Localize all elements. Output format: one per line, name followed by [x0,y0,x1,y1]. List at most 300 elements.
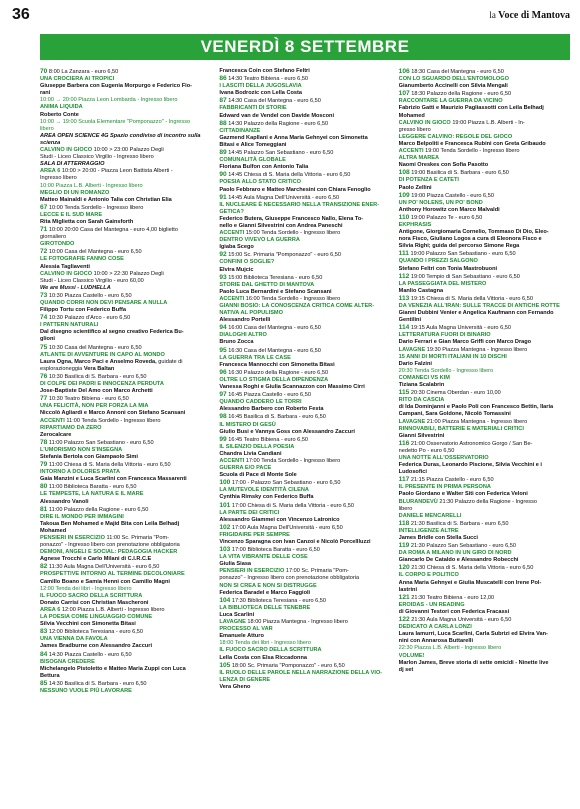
newspaper-logo: la Voce di Mantova [489,10,570,21]
event-number: 121 [398,593,410,601]
program-line [219,583,390,590]
event-text: Silvia Righi; guida del percorso Simone Rega [398,243,520,250]
program-line [399,462,570,469]
event-text: Antigone, Giorgiomaria Cornelio, Tommaso Di Dio, Eleo- [398,229,549,236]
event-title: AREA 6 [40,168,61,175]
event-text: 21:15 Piazza Castello - euro 6,50 [409,477,494,484]
program-line [219,157,390,164]
program-line [40,154,211,161]
event-title: PROSPETTIVE INTORNO AL TERMINE DECOLONIARE [40,571,185,578]
program-line [399,295,570,303]
event-text: Studi - Liceo Classico Virgilio - Ingresso libero [40,154,154,161]
event-text: Anthony Horowitz con Marco Malvaldi [398,206,500,213]
program-line [219,251,390,259]
event-title: IL CORPO E POLITICO [398,572,459,579]
event-title: LENZA DI GENERE [219,676,271,683]
program-line [399,148,570,155]
program-line [40,666,211,673]
program-line [40,126,211,133]
event-title: L'UMORISMO NON S'INSEGNA [40,446,123,453]
program-line [399,317,570,324]
page-title: VENERDÌ 8 SETTEMBRE [40,34,570,60]
program-columns [40,68,570,803]
program-line [219,187,390,194]
program-line [219,619,390,626]
program-line [40,425,211,432]
program-line [40,307,211,314]
program-line [399,638,570,645]
program-line [219,640,390,647]
event-number: 90 [219,171,227,179]
event-text: Luca Scarlini [219,611,255,618]
event-text: 19:15 Aula Magna Università - euro 6,50 [409,325,511,332]
program-line [40,688,211,695]
event-text: Alessandro Vanoli [40,498,89,505]
program-line [40,256,211,263]
program-line [219,347,390,355]
program-line [399,375,570,382]
program-line [219,83,390,90]
event-text: 10:00 > 20:00 - Piazza Leon Battista Alberti - [60,168,173,175]
program-line [219,494,390,501]
event-title: QUANDO I PREZZI SALGONO [398,258,478,265]
event-text: 19:00 Palazzo San Sebastiano - euro 6,50 [408,251,516,258]
event-title: AREA 6 [40,606,61,613]
event-text: Manlio Castagna [398,287,444,294]
program-line [219,274,390,282]
event-number: 70 [40,68,48,75]
program-line [40,183,211,190]
program-line [399,382,570,389]
event-text: 16:45 Piazza Castello - euro 6,50 [226,392,311,399]
program-line [219,68,390,75]
program-line [219,647,390,654]
event-number: 89 [219,149,227,157]
program-line [399,98,570,105]
program-line [219,179,390,186]
event-text: Studi - Liceo Classico Virgilio - euro 60,00 [40,277,144,284]
event-title: IL NUCLEARE È NECESSARIO NELLA TRANSIZIONE ENER- [219,201,380,208]
event-text: 17:00 - Palazzo San Sebastiano - euro 6,50 [230,480,341,487]
program-line [40,491,211,498]
event-title: LA POESIA COME LINGUAGGIO COMUNE [40,614,153,621]
program-line [399,332,570,339]
program-line [399,339,570,346]
program-line [40,175,211,182]
event-text: Paolo Luca Bernardini e Stefano Scansani [219,288,332,295]
event-text: 19:00 Palazzo Te - euro 6,50 [409,214,483,221]
event-title: I LASCITI DELLA JUGOSLAVIA [219,83,302,90]
event-text: 19:00 Piazza L.B. Alberti - In- [450,119,525,126]
program-line [399,572,570,579]
program-line [399,83,570,90]
program-line [399,433,570,440]
program-line [219,223,390,230]
program-line [40,292,211,300]
event-text: Campani, Sara Goldone, Nicolò Tomassini [398,411,511,418]
event-text: 10:00 20:00 Casa del Mantegna - euro 4,00 biglietto [47,227,178,234]
program-line [219,105,390,112]
program-line [219,546,390,554]
event-number: 77 [40,395,48,403]
event-title: CITTADINANZE [219,127,261,134]
program-line [219,465,390,472]
event-title: RIPARTIAMO DA ZERO [40,424,102,431]
event-number: 117 [398,476,410,484]
event-text: 10:30 Basilica di S. Barbara - euro 6,50 [47,373,147,380]
program-line [40,190,211,197]
event-title: QUANDO CADDERO LE TORRI [219,399,302,406]
event-title: DEDICATO A CARLA LONZI [398,624,472,631]
event-title: ACCENTI [40,417,65,424]
event-title: 15 ANNI DI MORTI ITALIANI IN 10 DISCHI [398,353,507,360]
event-title: LA VITA VIBRANTE DELLE COSE [219,554,308,561]
program-line [399,347,570,354]
program-line [399,426,570,433]
program-column-3 [399,68,570,803]
program-column-2 [219,68,390,803]
event-title: GETICA? [219,208,244,215]
event-title: PENSIERI IN ESERCIZIO [40,535,105,541]
event-text: Silvia Vecchini con Simonetta Bitasi [40,621,136,628]
program-line [40,403,211,410]
program-line [40,636,211,643]
event-text: rani [40,90,51,97]
event-title: LA BIBLIOTECA DELLE TENEBRE [219,604,311,611]
event-text: 15:00 Sc. Primaria "Pomponazzo" - euro 6,50 [226,252,342,259]
program-line [40,469,211,476]
event-title: LA PASSEGGIATA DEL MISTERO [398,280,487,287]
program-line [40,226,211,234]
event-title: RACCONTARE LA GUERRA DA VICINO [398,98,503,105]
event-title: INTORNO A DOLORES PRATA [40,469,121,476]
event-title: IL MISTERO DI GESÙ [219,421,276,428]
program-line [399,469,570,476]
program-line [40,336,211,343]
event-text: nini con Annarosa Buttarelli [398,638,474,645]
event-text: 10:00 Tenda Sordello - Ingresso libero [47,204,144,211]
program-line [399,288,570,295]
event-text: 11:00 Palazzo della Ragione - euro 6,50 [47,506,149,513]
program-line [219,575,390,582]
program-line [219,120,390,128]
event-text: Scuola di Pace di Monte Sole [219,472,297,479]
event-text: Roberto Conte [40,111,79,118]
program-line [399,207,570,214]
event-text: Camillo Boano e Samia Henni con Camillo Magni [40,578,170,585]
event-text: Anna Maria Gehnyei e Giulia Muscatelli con Irene Pol- [398,579,542,586]
event-text: Alessandro Barbero con Roberto Festa [219,406,324,413]
program-line [40,204,211,212]
event-number: 85 [40,679,48,687]
event-text: 18:00 Piazza Mantegna - Ingresso libero [245,619,348,626]
event-text: 16:45 Basilica di S. Barbara - euro 6,50 [226,414,326,421]
event-text: Paolo Giordano e Walter Siti con Federica Veloni [398,491,528,498]
program-line [399,141,570,148]
event-text: 12:00 Biblioteca Teresiana - euro 6,50 [47,629,144,636]
program-line [219,458,390,465]
program-line [219,149,390,157]
program-line [40,673,211,680]
program-line [219,502,390,510]
program-line [40,300,211,307]
event-text: 16:30 Palazzo della Ragione - euro 6,50 [226,369,329,376]
event-text: libero [398,505,413,512]
program-line [399,177,570,184]
program-line [40,381,211,388]
event-title: LA MUTEVOLE IDENTITÀ CILENA [219,487,309,494]
program-line [219,142,390,149]
event-text: 19:00 Piazza Castello - euro 6,50 [409,192,494,199]
event-text: Vanessa Roghi e Giulia Scannazzon con Massimo Cirri [219,384,365,391]
event-text: Rita Miglietta con Sarah Gainsforth [40,218,134,225]
event-number: 74 [40,314,48,322]
program-line [40,344,211,352]
program-line [219,597,390,605]
event-number: 80 [40,483,48,491]
program-line [219,633,390,640]
program-line [399,243,570,250]
event-number: 72 [40,248,48,256]
event-text: Lella Costa con Elsa Riccadonna [219,654,307,661]
event-text: 17:00 Sc. Primaria "Pom- [284,568,349,575]
program-line [219,662,390,670]
program-line [40,439,211,447]
event-title: VOLUME! [398,652,425,659]
program-line [40,643,211,650]
event-text: di Giovanni Testori con Federica Fracassi [398,608,510,615]
event-title: IL PRESENTE IN PRIMA PERSONA [398,484,491,491]
event-number: 106 [398,68,410,75]
program-line [399,105,570,112]
program-line [219,429,390,436]
event-text: 18:30 Casa del Mantegna - euro 6,50 [409,69,504,75]
program-line [219,296,390,303]
program-line [219,171,390,179]
event-text: 19:00 Tempio di San Sebastiano - euro 6,50 [409,273,520,280]
event-text: ponazzo" - Ingresso libero con prenotazione obbligatoria [40,542,180,549]
program-line [40,542,211,549]
program-line [219,135,390,142]
event-title: NON SI CREA E NON SI DISTRUGGE [219,582,317,589]
program-line [399,324,570,332]
event-text: 10:00 Casa del Mantegna - euro 6,50 [47,249,142,256]
event-text: 14:45 Palazzo San Sebastiano - euro 6,50 [226,150,334,157]
event-text: gresso libero [398,126,431,133]
program-line [399,506,570,513]
event-title: LA GUERRA TRA LE CASE [219,354,291,361]
event-number: 93 [219,273,227,281]
program-line [40,161,211,168]
program-line [219,194,390,202]
event-text: nora Fisco, Giuliano Logos a cura di Eleonora Fisco e [398,236,542,243]
program-line [40,197,211,204]
event-text: 21:30 Chiesa di S. Maria della Vittoria - euro 6,50 [409,565,534,572]
event-text: Bruno Zocca [219,339,254,346]
event-text: Mohamed [398,112,425,119]
program-line [40,447,211,454]
program-line [399,361,570,368]
program-line [399,76,570,83]
event-text: 10:00 → 20:00 Piazza Leon Lombarda - Ingresso libero [40,97,178,104]
program-line [40,563,211,571]
program-line [399,397,570,404]
program-line [219,237,390,244]
event-text: 11:00 Chiesa di S. Maria della Vittoria - euro 6,50 [47,462,171,469]
event-text: 11:00 Biblioteca Baratta - euro 6,50 [47,484,137,491]
program-line [219,339,390,346]
event-number: 119 [398,542,410,550]
program-line [399,200,570,207]
event-text: Floriana Bulfon con Antonio Talia [219,164,309,171]
event-text: Marlon James, Breve storia di sette omicidi - Ninette live [398,659,549,666]
event-text: Gianni Silvestrini [398,432,445,439]
event-text: 21:30 Teatro Bibiena - euro 12,00 [409,594,495,601]
program-line [219,267,390,274]
program-line [399,162,570,169]
program-line [399,310,570,317]
event-title: BISOGNA CREDERE [40,658,95,665]
program-line [40,83,211,90]
program-line [219,384,390,391]
event-text: Laura Iamurri, Luca Scarlini, Carla Subrizi ed Elvira Van- [398,631,548,638]
program-line [399,550,570,557]
event-text: nedetto Po - euro 6,50 [398,447,455,454]
event-text: 11:00 Palazzo San Sebastiano - euro 6,50 [47,439,154,446]
event-title: INTELLIGENZE ALTRE [398,527,459,534]
program-line [40,168,211,175]
event-number: 73 [40,291,48,299]
program-line [399,624,570,631]
event-text: Bettura [40,672,60,679]
event-title: BLURANDEVÙ [398,498,438,505]
program-line [219,303,390,310]
program-line [40,352,211,359]
program-line [40,329,211,336]
event-text: 20:30 Tenda Sordello - Ingresso libero [398,367,494,374]
event-text: Francesca Mannocchi con Simonetta Bitasi [219,361,335,368]
event-number: 100 [219,479,231,487]
event-text: Gianni Dubbini Venier e Angelica Kaufmann con Fernando [398,310,554,317]
event-number: 71 [40,226,48,234]
program-line [40,388,211,395]
program-line [219,684,390,691]
event-title: LAVAGNE [219,619,246,626]
program-line [40,241,211,248]
event-title: NESSUNO VUOLE PIÙ LAVORARE [40,687,132,694]
event-number: 91 [219,193,227,201]
event-text: 16:00 Casa del Mantegna - euro 6,50 [226,325,321,332]
event-text: Takoua Ben Mohamed e Majid Bita con Leila Belhadj [40,520,180,527]
event-title: LETTERATURA FUORI DI BINARIO [398,332,491,339]
event-number: 75 [40,343,48,351]
event-text: Gaia Manzini e Luca Scarlini con Francesca Massarenti [40,476,187,483]
program-line [219,413,390,421]
program-line [399,303,570,310]
event-text: AREA OPEN SCIENCE 4G Spazio condiviso di incontro sulla [40,132,201,139]
event-text: 17:30 Biblioteca Teresiana - euro 6,50 [230,597,327,604]
event-text: James Bridle con Stella Succi [398,535,478,541]
program-line [40,278,211,285]
event-text: nello e Gianni Silvestrini con Andrea Paneschi [219,222,343,229]
program-line [40,432,211,439]
event-text: 10:00 → 19:00 Scuola Elementare "Pomponazzo" - Ingresso [40,118,191,125]
event-title: STORIE DAL GHETTO DI MANTOVA [219,281,315,288]
program-line [219,510,390,517]
event-text: Gazmend Kapllani e Anna Maria Gehnyei con Simonetta [219,134,368,141]
program-line [219,677,390,684]
program-line [399,580,570,587]
event-title: LEGGERE CALVINO: REGOLE DEL GIOCO [398,133,513,140]
event-number: 84 [40,650,48,658]
event-title: LAVAGNE [398,346,426,353]
event-number: 116 [398,439,410,447]
event-title: LECCE E IL SUD MARE [40,211,103,218]
event-title: COMANECI VS KIM [398,374,450,381]
event-text: 14:30 Basilica di S. Barbara - euro 6,50 [47,680,147,687]
program-line [219,612,390,619]
event-text: Gentilini [398,317,422,324]
event-text: Giulio Busi e Vannya Goss con Alessandro Zaccuri [219,428,355,435]
event-number: 105 [219,661,231,669]
event-number: 97 [219,391,227,399]
event-text: Federico Butera, Giuseppe Francesco Nallo, Elena To- [219,215,364,222]
event-text: 15:00 Biblioteca Teresiana - euro 6,50 [226,274,323,281]
event-number: 87 [219,97,227,105]
program-line [40,285,211,292]
event-number: 108 [398,169,410,177]
event-text: scienza [40,139,61,146]
event-title: IL RUOLO DELLE PAROLE NELLA NARRAZIONE DELLA VIO- [219,669,383,676]
event-text: 10:30 Palazzo d'Arco - euro 6,50 [47,315,131,322]
program-line [40,579,211,586]
event-text: Elvira Mujcic [219,266,254,273]
event-text: Francesca Coin con Stefano Feltri [219,68,310,74]
event-text: 17:00 Chiesa di S. Maria della Vittoria - euro 6,50 [230,502,354,509]
program-line [40,476,211,483]
program-line [219,391,390,399]
event-text: SALA DI ATTERRAGGIO [40,161,105,168]
event-text: Federica Duras, Leonardo Piscione, Silvia Vecchini e i [398,462,542,469]
program-line [399,455,570,462]
program-line [40,68,211,76]
program-line [40,621,211,628]
event-title: PENSIERI IN ESERCIZIO [219,568,285,575]
program-line [40,659,211,666]
program-line [399,491,570,498]
program-line [40,461,211,469]
event-number: 104 [219,596,231,604]
program-line [399,667,570,674]
program-line [399,631,570,638]
program-line [399,214,570,222]
event-title: GIROTONDO [40,241,75,248]
program-line [399,440,570,448]
program-line [399,229,570,236]
event-title: DENTRO VIVEVO LA GUERRA [219,237,300,244]
program-line [399,185,570,192]
program-line [219,75,390,83]
event-text: Mohamed [40,527,67,534]
event-title: NATIVA AL POPULISMO [219,310,283,317]
program-line [40,521,211,528]
event-title: MEGLIO DI UN ROMANZO [40,189,110,196]
program-line [399,513,570,520]
event-text: guidate di [156,358,183,365]
event-title: ATLANTE DI AVVENTURE IN CAPO AL MONDO [40,351,165,358]
event-text: Zerocalcare [40,431,72,438]
program-line [40,418,211,425]
